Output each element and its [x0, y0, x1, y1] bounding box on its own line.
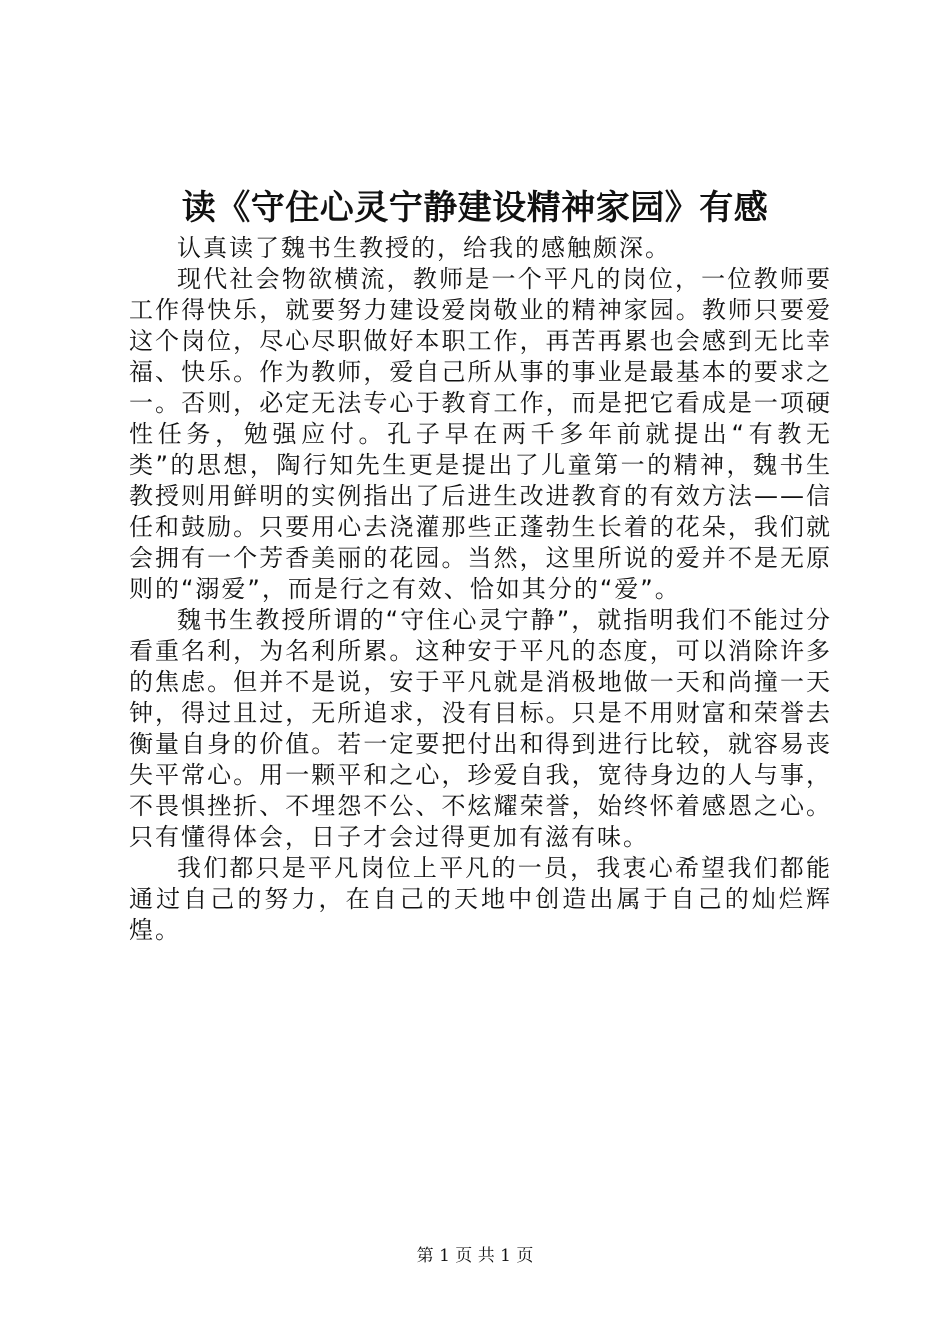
paragraph-teacher-love: 现代社会物欲横流，教师是一个平凡的岗位，一位教师要工作得快乐，就要努力建设爱岗敬业的精神家园。教师只要爱这个岗位，尽心尽职做好本职工作，再苦再累也会感到无比幸福、快乐。作为教师，爱自己所从事的事业是最基本的要求之一。否则，必定无法专心于教育工作，而是把它看成是一项硬性任务，勉强应付。孔子早在两千多年前就提出“有教无类”的思想，陶行知先生更是提出了儿童第一的精神，魏书生教授则用鲜明的实例指出了后进生改进教育的有效方法——信任和鼓励。只要用心去浇灌那些正蓬勃生长着的花朵，我们就会拥有一个芳香美丽的花园。当然，这里所说的爱并不是无原则的“溺爱”，而是行之有效、恰如其分的“爱”。 [129, 265, 832, 603]
document-body [129, 233, 832, 946]
page-footer: 第 1 页 共 1 页 [416, 1246, 534, 1266]
paragraph-inner-peace: 魏书生教授所谓的“守住心灵宁静”，就指明我们不能过分看重名利，为名利所累。这种安于平凡的态度，可以消除许多的焦虑。但并不是说，安于平凡就是消极地做一天和尚撞一天钟，得过且过，无所追求，没有目标。只是不用财富和荣誉去衡量自身的价值。若一定要把付出和得到进行比较，就容易丧失平常心。用一颗平和之心，珍爱自我，宽待身边的人与事，不畏惧挫折、不埋怨不公、不炫耀荣誉，始终怀着感恩之心。只有懂得体会，日子才会过得更加有滋有味。 [129, 606, 832, 851]
document-title: 读《守住心灵宁静建设精神家园》有感 [181, 188, 769, 228]
paragraph-conclusion: 我们都只是平凡岗位上平凡的一员，我衷心希望我们都能通过自己的努力，在自己的天地中创造出属于自己的灿烂辉煌。 [129, 854, 832, 944]
paragraph-intro: 认真读了魏书生教授的，给我的感触颇深。 [177, 234, 671, 262]
